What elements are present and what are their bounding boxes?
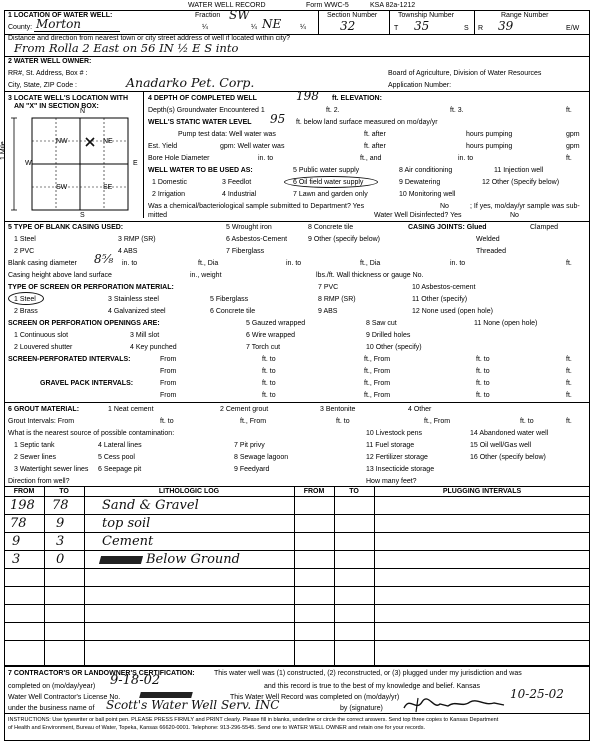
grout-ft-to-3: ft. to bbox=[520, 418, 534, 425]
contam-option-7[interactable]: 7 Pit privy bbox=[234, 442, 265, 449]
mile-label: 1 Mile bbox=[0, 141, 7, 160]
ne-label: NE bbox=[103, 138, 113, 145]
casing-option-6[interactable]: 6 Asbestos-Cement bbox=[226, 236, 288, 243]
instructions-line-2: of Health and Environment, Bureau of Water, Topeka, Kansas 66620-0001. Telephone: 913-296-5545. Send one to WATER WELL OWNER and retain one for your records. bbox=[8, 725, 426, 731]
section-5-label: 5 TYPE OF BLANK CASING USED: bbox=[8, 224, 124, 231]
column-divider bbox=[374, 486, 375, 666]
col-plugging-intervals: PLUGGING INTERVALS bbox=[442, 488, 522, 495]
range-suffix: E/W bbox=[566, 25, 580, 32]
gravel-from-2: From bbox=[160, 392, 177, 399]
opening-option-4[interactable]: 4 Key punched bbox=[130, 344, 177, 351]
yield-after-label: ft. after bbox=[364, 143, 386, 150]
bore-label: Bore Hole Diameter bbox=[148, 155, 210, 162]
casing-option-9[interactable]: 9 Other (specify below) bbox=[308, 236, 380, 243]
use-label: WELL WATER TO BE USED AS: bbox=[148, 167, 253, 174]
pump-test-label: Pump test data: Well water was bbox=[178, 131, 276, 138]
disinfected-label: Water Well Disinfected? Yes bbox=[374, 212, 462, 219]
casing-option-5[interactable]: 5 Wrought iron bbox=[226, 224, 272, 231]
col-from: FROM bbox=[13, 488, 35, 495]
grout-option-1[interactable]: 1 Neat cement bbox=[108, 406, 154, 413]
gravel-pack-label: GRAVEL PACK INTERVALS: bbox=[40, 380, 134, 387]
gravel-ft-end-2: ft. bbox=[566, 392, 572, 399]
casing-option-4[interactable]: 4 ABS bbox=[118, 248, 138, 255]
blank-in-to-3-label: in. to bbox=[450, 260, 466, 267]
casing-option-2[interactable]: 2 PVC bbox=[14, 248, 35, 255]
perf-ft-to-2b: ft. to bbox=[476, 368, 490, 375]
gravel-ft-to-1b: ft. to bbox=[476, 380, 490, 387]
perf-ft-end-1: ft. bbox=[566, 356, 572, 363]
log-row-2-to[interactable]: 9 bbox=[56, 516, 65, 531]
screen-option-3[interactable]: 3 Stainless steel bbox=[108, 296, 159, 303]
contam-option-1[interactable]: 1 Septic tank bbox=[14, 442, 55, 449]
fraction-q2-symbol: ¼ bbox=[251, 24, 257, 31]
use-option-9[interactable]: 9 Dewatering bbox=[399, 179, 441, 186]
column-divider bbox=[84, 486, 85, 666]
township-suffix: S bbox=[464, 25, 469, 32]
opening-option-8[interactable]: 8 Saw cut bbox=[366, 320, 397, 327]
grout-ft-from-2: ft., From bbox=[424, 418, 451, 425]
application-label: Application Number: bbox=[388, 82, 452, 89]
opening-option-9[interactable]: 9 Drilled holes bbox=[366, 332, 411, 339]
joints-threaded[interactable]: Threaded bbox=[476, 248, 506, 255]
township-prefix: T bbox=[394, 25, 399, 32]
opening-option-10[interactable]: 10 Other (specify) bbox=[366, 344, 422, 351]
contam-option-13[interactable]: 13 Insecticide storage bbox=[366, 466, 435, 473]
county-label: County: bbox=[8, 24, 33, 31]
opening-option-11[interactable]: 11 None (open hole) bbox=[474, 320, 538, 327]
column-divider bbox=[334, 486, 335, 666]
contam-option-14[interactable]: 14 Abandoned water well bbox=[470, 430, 549, 437]
row-divider bbox=[4, 550, 590, 551]
log-row-1-from[interactable]: 198 bbox=[10, 498, 35, 513]
ksa-reference: KSA 82a-1212 bbox=[370, 2, 416, 9]
joints-clamped[interactable]: Clamped bbox=[530, 224, 559, 231]
groundwater-label: Depth(s) Groundwater Encountered 1 bbox=[148, 107, 265, 114]
openings-label: SCREEN OR PERFORATION OPENINGS ARE: bbox=[8, 320, 160, 327]
range-value[interactable]: 39 bbox=[498, 19, 514, 33]
signature-image bbox=[400, 694, 510, 714]
log-row-4-desc[interactable]: Below Ground bbox=[146, 552, 240, 567]
screen-option-10[interactable]: 10 Asbestos-cement bbox=[412, 284, 476, 291]
opening-option-2[interactable]: 2 Louvered shutter bbox=[14, 344, 73, 351]
completed-on-value[interactable]: 9-18-02 bbox=[110, 673, 161, 688]
use-option-10[interactable]: 10 Monitoring well bbox=[399, 191, 456, 198]
record-date-value[interactable]: 10-25-02 bbox=[510, 687, 564, 701]
gravel-ft-to-2: ft. to bbox=[262, 392, 276, 399]
screen-option-5[interactable]: 5 Fiberglass bbox=[210, 296, 249, 303]
scribbled-out-text bbox=[99, 556, 143, 564]
col-to: TO bbox=[59, 488, 69, 495]
log-row-4-from[interactable]: 3 bbox=[12, 552, 21, 567]
section-number-label: Section Number bbox=[327, 12, 378, 19]
row-divider bbox=[4, 640, 590, 641]
contam-option-16[interactable]: 16 Other (specify below) bbox=[470, 454, 546, 461]
perf-ft-to-1b: ft. to bbox=[476, 356, 490, 363]
fraction-q1-symbol: ¼ bbox=[202, 24, 208, 31]
section-number-value[interactable]: 32 bbox=[340, 19, 356, 33]
use-option-6-selected[interactable]: 6 Oil field water supply bbox=[293, 179, 364, 186]
fraction-label: Fraction bbox=[195, 12, 221, 19]
se-label: SE bbox=[103, 184, 113, 191]
col-lithologic-log: LITHOLOGIC LOG bbox=[158, 488, 220, 495]
distance-value[interactable]: From Rolla 2 East on 56 IN ½ E S into bbox=[14, 41, 239, 55]
certification-text-2: and this record is true to the best of my knowledge and belief. Kansas bbox=[264, 683, 480, 690]
section-3-label-2: AN "X" IN SECTION BOX: bbox=[14, 103, 99, 110]
log-row-3-from[interactable]: 9 bbox=[12, 534, 21, 549]
business-name-label: under the business name of bbox=[8, 705, 95, 712]
casing-option-7[interactable]: 7 Fiberglass bbox=[226, 248, 265, 255]
yield-gpm-label: gpm bbox=[566, 143, 580, 150]
contam-option-3[interactable]: 3 Watertight sewer lines bbox=[14, 466, 89, 473]
grout-ft-to-1: ft. to bbox=[160, 418, 174, 425]
casing-weight-label: in., weight bbox=[190, 272, 222, 279]
divider bbox=[4, 496, 590, 497]
selection-circle bbox=[284, 176, 378, 188]
screen-option-8[interactable]: 8 RMP (SR) bbox=[318, 296, 356, 303]
gravel-ft-to-2b: ft. to bbox=[476, 392, 490, 399]
grout-option-4[interactable]: 4 Other bbox=[408, 406, 432, 413]
range-prefix: R bbox=[478, 25, 484, 32]
gravel-from-1: From bbox=[160, 380, 177, 387]
pump-after-label: ft. after bbox=[364, 131, 386, 138]
bore-ft-label: ft. bbox=[566, 155, 572, 162]
perf-ft-to-2: ft. to bbox=[262, 368, 276, 375]
chem-tail-label: ; If yes, mo/day/yr sample was sub- bbox=[470, 203, 580, 210]
gravel-ft-from-1: ft., From bbox=[364, 380, 391, 387]
contam-option-9[interactable]: 9 Feedyard bbox=[234, 466, 270, 473]
depth-value[interactable]: 198 bbox=[296, 89, 319, 103]
grout-ft-end: ft. bbox=[566, 418, 572, 425]
col-plug-to: TO bbox=[349, 488, 359, 495]
pump-gpm-label: gpm bbox=[566, 131, 580, 138]
perf-ft-to-1: ft. to bbox=[262, 356, 276, 363]
use-option-8[interactable]: 8 Air conditioning bbox=[399, 167, 453, 174]
screen-option-7[interactable]: 7 PVC bbox=[318, 284, 339, 291]
divider bbox=[4, 56, 590, 57]
section-1-label: 1 LOCATION OF WATER WELL: bbox=[8, 12, 113, 19]
log-row-1-desc[interactable]: Sand & Gravel bbox=[102, 498, 199, 513]
certification-text-1: This water well was (1) constructed, (2) reconstructed, or (3) plugged under my jurisdiction and was bbox=[214, 670, 522, 677]
screen-option-12[interactable]: 12 None used (open hole) bbox=[412, 308, 493, 315]
selection-circle bbox=[8, 292, 44, 305]
perf-from-1: From bbox=[160, 356, 177, 363]
contamination-label: What is the nearest source of possible contamination: bbox=[8, 430, 175, 437]
opening-option-1[interactable]: 1 Continuous slot bbox=[14, 332, 69, 339]
perf-ft-from-2: ft., From bbox=[364, 368, 391, 375]
static-level-value[interactable]: 95 bbox=[270, 112, 286, 126]
blank-in-to-label: in. to bbox=[122, 260, 138, 267]
log-row-3-to[interactable]: 3 bbox=[56, 534, 65, 549]
blank-diameter-value[interactable]: 8⅝ bbox=[94, 252, 114, 266]
depth-suffix: ft. ELEVATION: bbox=[332, 95, 382, 102]
opening-option-5[interactable]: 5 Gauzed wrapped bbox=[246, 320, 306, 327]
form-number: Form WWC-5 bbox=[306, 2, 349, 9]
groundwater-ft-label: ft. bbox=[566, 107, 572, 114]
sw-label: SW bbox=[56, 184, 68, 191]
casing-option-3[interactable]: 3 RMP (SR) bbox=[118, 236, 156, 243]
city-label: City, State, ZIP Code : bbox=[8, 82, 77, 89]
grout-ft-to-2: ft. to bbox=[336, 418, 350, 425]
log-row-2-from[interactable]: 78 bbox=[10, 516, 27, 531]
use-option-7[interactable]: 7 Lawn and garden only bbox=[293, 191, 368, 198]
contam-option-2[interactable]: 2 Sewer lines bbox=[14, 454, 57, 461]
log-row-3-desc[interactable]: Cement bbox=[102, 534, 154, 549]
county-value[interactable]: Morton bbox=[36, 17, 82, 31]
bore-in-to-2-label: in. to bbox=[458, 155, 474, 162]
perf-ft-end-2: ft. bbox=[566, 368, 572, 375]
yield-label: Est. Yield bbox=[148, 143, 178, 150]
owner-value[interactable]: Anadarko Pet. Corp. bbox=[126, 75, 255, 90]
section-6-label: 6 GROUT MATERIAL: bbox=[8, 406, 80, 413]
blank-in-to-2-label: in. to bbox=[286, 260, 302, 267]
certification-text-3: This Water Well Record was completed on (mo/day/yr) bbox=[230, 694, 400, 701]
contam-option-10[interactable]: 10 Livestock pens bbox=[366, 430, 423, 437]
divider bbox=[4, 713, 590, 714]
screen-option-6[interactable]: 6 Concrete tile bbox=[210, 308, 256, 315]
divider bbox=[143, 92, 144, 218]
row-divider bbox=[4, 604, 590, 605]
casing-joints-label: CASING JOINTS: Glued bbox=[408, 224, 487, 231]
opening-option-3[interactable]: 3 Mill slot bbox=[130, 332, 160, 339]
groundwater-3-label: ft. 3. bbox=[450, 107, 464, 114]
divider bbox=[4, 221, 590, 222]
grout-option-3[interactable]: 3 Bentonite bbox=[320, 406, 356, 413]
blank-diameter-label: Blank casing diameter bbox=[8, 260, 77, 267]
well-location-x-mark bbox=[86, 138, 94, 146]
contam-option-6[interactable]: 6 Seepage pit bbox=[98, 466, 142, 473]
perf-from-2: From bbox=[160, 368, 177, 375]
township-value[interactable]: 35 bbox=[414, 19, 430, 33]
contam-option-11[interactable]: 11 Fuel storage bbox=[366, 442, 415, 449]
fraction-quarter-1[interactable]: SW bbox=[229, 8, 250, 22]
yield-mid-label: gpm: Well water was bbox=[220, 143, 285, 150]
chem-no-label: No bbox=[440, 203, 449, 210]
signature-label: by (signature) bbox=[340, 705, 383, 712]
range-label: Range Number bbox=[501, 12, 549, 19]
wall-thickness-label: lbs./ft. Wall thickness or gauge No. bbox=[316, 272, 424, 279]
row-divider bbox=[4, 568, 590, 569]
instructions-line-1: INSTRUCTIONS: Use typewriter or ball point pen. PLEASE PRESS FIRMLY and PRINT clearly. Please fill in blanks, underline or circle the correct answers. Send top three copies to Kansas Department bbox=[8, 717, 499, 723]
column-divider bbox=[44, 486, 45, 666]
screen-option-2[interactable]: 2 Brass bbox=[14, 308, 38, 315]
blank-ft-dia-2-label: ft., Dia bbox=[360, 260, 381, 267]
bore-and-label: ft., and bbox=[360, 155, 382, 162]
completed-on-label: completed on (mo/day/year) bbox=[8, 683, 96, 690]
joints-welded[interactable]: Welded bbox=[476, 236, 500, 243]
contam-option-4[interactable]: 4 Lateral lines bbox=[98, 442, 142, 449]
row-divider bbox=[4, 514, 590, 515]
log-row-4-to[interactable]: 0 bbox=[56, 552, 65, 567]
screen-material-label: TYPE OF SCREEN OR PERFORATION MATERIAL: bbox=[8, 284, 174, 291]
township-label: Township Number bbox=[398, 12, 455, 19]
gravel-ft-end-1: ft. bbox=[566, 380, 572, 387]
divider bbox=[4, 665, 590, 666]
mitted-label: mitted bbox=[148, 212, 168, 219]
use-option-2[interactable]: 2 Irrigation bbox=[152, 191, 186, 198]
row-divider bbox=[4, 622, 590, 623]
yield-hours-label: hours pumping bbox=[466, 143, 513, 150]
col-plug-from: FROM bbox=[303, 488, 325, 495]
divider bbox=[4, 666, 590, 667]
opening-option-6[interactable]: 6 Wire wrapped bbox=[246, 332, 296, 339]
static-level-suffix: ft. below land surface measured on mo/day/yr bbox=[296, 119, 438, 126]
perf-ft-from-1: ft., From bbox=[364, 356, 391, 363]
east-label: E bbox=[133, 160, 138, 167]
fraction-quarter-2[interactable]: NE bbox=[262, 17, 282, 31]
use-option-5[interactable]: 5 Public water supply bbox=[293, 167, 360, 174]
use-option-3[interactable]: 3 Feedlot bbox=[222, 179, 252, 186]
board-label: Board of Agriculture, Division of Water Resources bbox=[388, 70, 542, 77]
groundwater-2-label: ft. 2. bbox=[326, 107, 340, 114]
gravel-ft-to-1: ft. to bbox=[262, 380, 276, 387]
contam-option-5[interactable]: 5 Cess pool bbox=[98, 454, 135, 461]
divider bbox=[389, 10, 390, 34]
grout-intervals-label: Grout Intervals: From bbox=[8, 418, 75, 425]
row-divider bbox=[4, 532, 590, 533]
casing-option-8[interactable]: 8 Concrete tile bbox=[308, 224, 354, 231]
gravel-ft-from-2: ft., From bbox=[364, 392, 391, 399]
perforated-intervals-label: SCREEN-PERFORATED INTERVALS: bbox=[8, 356, 131, 363]
business-name-value[interactable]: Scott's Water Well Serv. INC bbox=[106, 698, 280, 712]
log-row-2-desc[interactable]: top soil bbox=[102, 516, 151, 531]
west-label: W bbox=[25, 160, 32, 167]
divider bbox=[4, 402, 590, 403]
section-3-label: 3 LOCATE WELL'S LOCATION WITH bbox=[8, 95, 129, 102]
grout-option-2[interactable]: 2 Cement grout bbox=[220, 406, 269, 413]
chem-sample-label: Was a chemical/bacteriological sample submitted to Department? Yes bbox=[148, 203, 365, 210]
casing-height-label: Casing height above land surface bbox=[8, 272, 112, 279]
license-label: Water Well Contractor's License No. bbox=[8, 694, 121, 701]
section-7-label: 7 CONTRACTOR'S OR LANDOWNER'S CERTIFICATION: bbox=[8, 670, 195, 677]
contam-option-8[interactable]: 8 Sewage lagoon bbox=[234, 454, 289, 461]
form-title: WATER WELL RECORD bbox=[188, 2, 266, 9]
fraction-q3-symbol: ¼ bbox=[300, 24, 306, 31]
south-label: S bbox=[80, 212, 85, 219]
disinfected-no-label: No bbox=[510, 212, 519, 219]
county-underline bbox=[34, 31, 120, 32]
contam-option-15[interactable]: 15 Oil well/Gas well bbox=[470, 442, 532, 449]
pump-hours-label: hours pumping bbox=[466, 131, 513, 138]
log-row-1-to[interactable]: 78 bbox=[52, 498, 69, 513]
blank-ft-label: ft. bbox=[566, 260, 572, 267]
north-label: N bbox=[80, 108, 86, 115]
static-level-label: WELL'S STATIC WATER LEVEL bbox=[148, 119, 252, 126]
divider bbox=[4, 486, 590, 487]
grout-ft-from: ft., From bbox=[240, 418, 267, 425]
bore-in-to-label: in. to bbox=[258, 155, 274, 162]
use-option-1[interactable]: 1 Domestic bbox=[152, 179, 188, 186]
casing-option-1[interactable]: 1 Steel bbox=[14, 236, 36, 243]
contam-option-12[interactable]: 12 Fertilizer storage bbox=[366, 454, 428, 461]
distance-label: Distance and direction from nearest town or city street address of well if located within city? bbox=[8, 35, 291, 42]
use-option-11[interactable]: 11 Injection well bbox=[494, 167, 544, 174]
blank-ft-dia-label: ft., Dia bbox=[198, 260, 219, 267]
screen-option-4[interactable]: 4 Galvanized steel bbox=[108, 308, 166, 315]
screen-option-9[interactable]: 9 ABS bbox=[318, 308, 338, 315]
column-divider bbox=[294, 486, 295, 666]
nw-label: NW bbox=[56, 138, 68, 145]
section-4-label: 4 DEPTH OF COMPLETED WELL bbox=[148, 95, 257, 102]
screen-option-11[interactable]: 11 Other (specify) bbox=[412, 296, 468, 303]
address-label: RR#, St. Address, Box # : bbox=[8, 70, 88, 77]
divider bbox=[474, 10, 475, 34]
use-option-4[interactable]: 4 Industrial bbox=[222, 191, 257, 198]
section-2-label: 2 WATER WELL OWNER: bbox=[8, 58, 92, 65]
divider bbox=[318, 10, 319, 34]
direction-label: Direction from well? bbox=[8, 478, 70, 485]
opening-option-7[interactable]: 7 Torch cut bbox=[246, 344, 281, 351]
how-many-feet-label: How many feet? bbox=[366, 478, 417, 485]
use-option-12[interactable]: 12 Other (Specify below) bbox=[482, 179, 560, 186]
screen-option-1-selected[interactable]: 1 Steel bbox=[14, 296, 36, 303]
row-divider bbox=[4, 586, 590, 587]
